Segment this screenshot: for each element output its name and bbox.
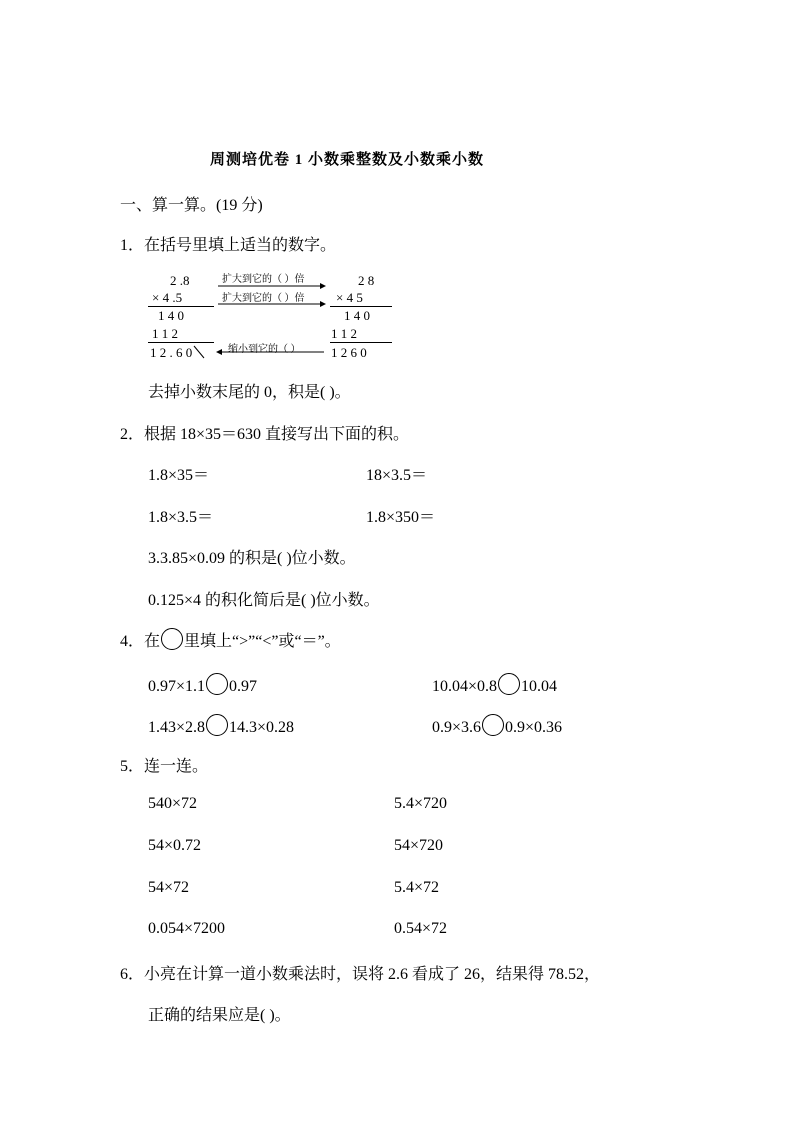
q4-label-post: 里填上“>”“<”或“＝”。 <box>184 633 341 650</box>
section-heading: 一、算一算。(19 分) <box>120 197 263 214</box>
right-calc-row5: 1 2 6 0 <box>331 345 367 360</box>
q5-left-3[interactable]: 54×72 <box>148 879 190 896</box>
q4-item-3 <box>148 714 294 737</box>
q5-right-2[interactable]: 54×720 <box>394 837 444 854</box>
q2-line-3: 3.3.85×0.09 的积是( )位小数。 <box>148 550 356 567</box>
right-arrow-icon <box>216 300 328 308</box>
question-2-label: 2．根据 18×35＝630 直接写出下面的积。 <box>120 426 410 443</box>
question-6-line-2: 正确的结果应是( )。 <box>148 1007 291 1024</box>
q4-item-3-left: 1.43×2.8 <box>148 719 206 736</box>
left-calc-row5: 1 2 . 6 0 <box>150 345 193 360</box>
page-title: 周测培优卷 1 小数乘整数及小数乘小数 <box>210 152 485 168</box>
q4-item-4 <box>432 714 562 737</box>
q4-item-2 <box>432 673 557 696</box>
compare-circle-input[interactable] <box>206 673 228 695</box>
q2-item-2: 18×3.5＝ <box>366 467 428 484</box>
left-calc-line-2 <box>148 342 214 343</box>
q4-item-4-right: 0.9×0.36 <box>505 719 563 736</box>
right-calc-row1: 2 8 <box>358 273 375 288</box>
arrow-1-label: 扩大到它的（ ）倍 <box>222 274 305 285</box>
q4-item-2-right: 10.04 <box>521 678 558 695</box>
left-calc-line-1 <box>148 306 214 307</box>
q5-right-4[interactable]: 0.54×72 <box>394 920 448 937</box>
arrow-3-label: 缩小到它的（ ） <box>228 344 301 355</box>
strike-zero-icon <box>192 344 206 360</box>
left-calc-row4: 1 1 2 <box>152 326 178 341</box>
q5-right-3[interactable]: 5.4×72 <box>394 879 440 896</box>
q5-left-4[interactable]: 0.054×7200 <box>148 920 226 937</box>
q4-item-3-right: 14.3×0.28 <box>229 719 295 736</box>
left-calc-row3: 1 4 0 <box>158 308 184 323</box>
compare-circle-icon <box>161 628 183 650</box>
right-calc-line-1 <box>330 306 392 307</box>
right-calc-row3: 1 4 0 <box>344 308 370 323</box>
q4-item-1-left: 0.97×1.1 <box>148 678 206 695</box>
compare-circle-input[interactable] <box>206 714 228 736</box>
left-calc-row1: 2 .8 <box>170 273 190 288</box>
q4-item-2-left: 10.04×0.8 <box>432 678 498 695</box>
q4-label-pre: 4．在 <box>120 633 161 650</box>
compare-circle-input[interactable] <box>482 714 504 736</box>
q5-right-1[interactable]: 5.4×720 <box>394 795 448 812</box>
q4-item-1-right: 0.97 <box>229 678 258 695</box>
right-calc-row2: × 4 5 <box>336 290 363 305</box>
q2-line-4: 0.125×4 的积化简后是( )位小数。 <box>148 592 380 609</box>
question-4-label <box>120 628 341 651</box>
q4-item-4-left: 0.9×3.6 <box>432 719 482 736</box>
q4-item-1 <box>148 673 257 696</box>
arrow-2-label: 扩大到它的（ ）倍 <box>222 293 305 304</box>
q5-left-2[interactable]: 54×0.72 <box>148 837 202 854</box>
q2-item-1: 1.8×35＝ <box>148 467 210 484</box>
right-calc-line-2 <box>330 342 392 343</box>
q2-item-3: 1.8×3.5＝ <box>148 509 214 526</box>
q2-item-4: 1.8×350＝ <box>366 509 436 526</box>
question-1-label: 1．在括号里填上适当的数字。 <box>120 237 337 254</box>
question-6-line-1: 6．小亮在计算一道小数乘法时，误将 2.6 看成了 26，结果得 78.52， <box>120 966 601 983</box>
left-calc-row2: × 4 .5 <box>152 290 183 305</box>
right-calc-row4: 1 1 2 <box>331 326 357 341</box>
question-5-label: 5．连一连。 <box>120 758 209 775</box>
q5-left-1[interactable]: 540×72 <box>148 795 198 812</box>
question-1-followup: 去掉小数末尾的 0，积是( )。 <box>148 384 351 401</box>
compare-circle-input[interactable] <box>498 673 520 695</box>
